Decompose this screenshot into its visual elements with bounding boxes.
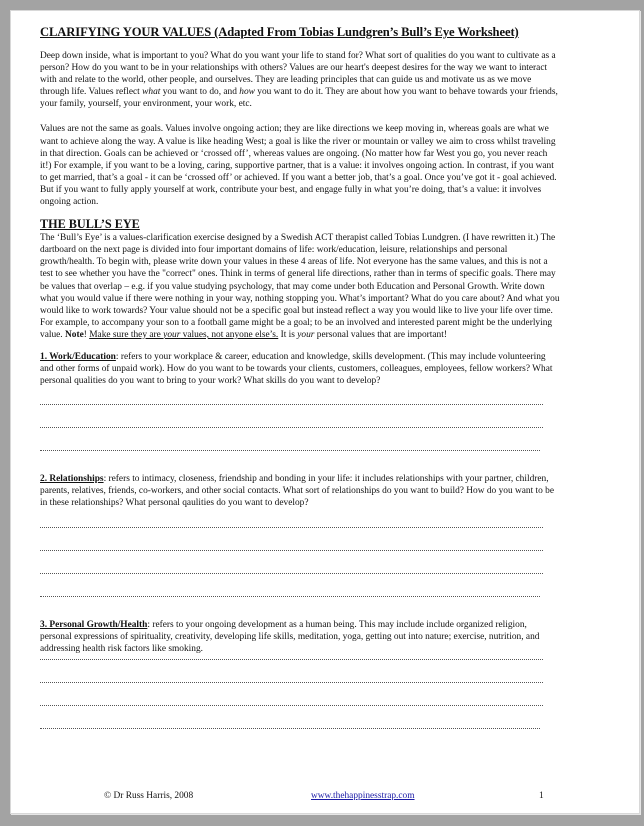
text-run: you want to do it. They are about how you want to behave towards your friends, your family, yourself, your environment, your work, etc. — [40, 87, 558, 110]
text-run: values, not anyone else’s. — [180, 329, 279, 340]
answer-lines — [40, 404, 560, 451]
answer-line[interactable] — [40, 450, 540, 451]
section-description — [40, 351, 560, 387]
section-relationships — [40, 473, 560, 596]
answer-line[interactable] — [40, 527, 543, 528]
text-run: The ‘Bull’s Eye’ is a values-clarification exercise designed by a Swedish ACT therapist called Tobias Lundgren. (I have rewritten it.) The dartboard on the next page is divided into four important domains of life: work/education, leisure, relationships and personal growth/health. To begin with, please write down your values in these 4 areas of life. Not everyone has the same values, and this is not a test to see whether you have the "correct" ones. Think in terms of general life directions, rather than in terms of specific goals. There may be values that overlap – e.g. if you value studying psychology, that may come under both Education and Personal Growth. Write down what you would value if there were nothing in your way, nothing stopping you. What’s important? What do you care about? And what you would like to work towards? Your value should not be a specific goal but instead reflect a way you would like to live your life over time. For example, to accompany your son to a football game might be a goal; to be an involved and interested parent might be the underlying value. — [40, 233, 560, 340]
section-description — [40, 619, 560, 655]
note-label: Note — [65, 329, 84, 340]
bullseye-heading: THE BULL’S EYE — [40, 217, 140, 232]
emphasis-how: how — [239, 87, 255, 98]
answer-line[interactable] — [40, 682, 543, 683]
section-label: 1. Work/Education — [40, 351, 116, 362]
answer-line[interactable] — [40, 573, 543, 574]
section-text: : refers to your workplace & career, education and knowledge, skills development. (This may include volunteering and other forms of unpaid work). How do you want to be towards your clients, customers, colleagues, employees, fellow workers? What personal qualities do you want to bring to your work? What skills do you want to develop? — [40, 351, 553, 387]
intro-paragraph-1 — [40, 50, 560, 110]
section-personal-growth-health — [40, 619, 560, 729]
emphasis-your: your — [297, 329, 315, 340]
answer-line[interactable] — [40, 728, 540, 729]
text-run: ! — [83, 329, 90, 340]
text-run: Make sure they are — [89, 329, 164, 340]
page-content — [40, 25, 560, 751]
text-run: you want to do, and — [160, 87, 240, 98]
answer-line[interactable] — [40, 427, 543, 428]
section-text: : refers to intimacy, closeness, friendship and bonding in your life: it includes relationships with your partner, children, parents, relatives, friends, co-workers, and other social contacts. What sort of relationships do you want to build? How do you want to be in these relationships? What personal qaulities do you want to develop? — [40, 474, 555, 509]
text-run: It is — [278, 329, 298, 340]
answer-line[interactable] — [40, 596, 540, 597]
answer-line[interactable] — [40, 404, 543, 405]
section-label: 2. Relationships — [40, 474, 104, 485]
footer-website-link[interactable]: www.thehappinesstrap.com — [311, 791, 415, 801]
underlined-note — [89, 330, 278, 340]
answer-lines — [40, 659, 560, 729]
emphasis-your: your — [163, 329, 181, 340]
section-text: : refers to your ongoing development as a human being. This may include include organized religion, personal expressions of spirituality, creativity, developing life skills, meditation, yoga, getting out into nature; exercise, nutrition, and addressing health risk factors like smoking. — [40, 619, 540, 654]
page-number: 1 — [539, 791, 544, 801]
answer-line[interactable] — [40, 705, 543, 706]
answer-lines — [40, 527, 560, 597]
section-description — [40, 473, 560, 509]
document-page — [10, 10, 640, 814]
document-title: CLARIFYING YOUR VALUES (Adapted From Tobias Lundgren’s Bull’s Eye Worksheet) — [40, 25, 519, 39]
section-work-education — [40, 351, 560, 451]
text-run: Deep down inside, what is important to you? What do you want your life to stand for? What sort of qualities do you want to cultivate as a person? How do you want to be in your relationships with others? Values are our heart's deepest desires for the way we want to interact with and relate to the world, other people, and ourselves. They are leading principles that can guide us and motivate us as we move through life. Values reflect — [40, 51, 556, 98]
answer-line[interactable] — [40, 659, 543, 660]
text-run: personal values that are important! — [314, 329, 447, 340]
bullseye-paragraph — [40, 232, 560, 341]
answer-line[interactable] — [40, 550, 543, 551]
emphasis-what: what — [142, 87, 161, 98]
footer-copyright: © Dr Russ Harris, 2008 — [104, 791, 194, 801]
intro-paragraph-2: Values are not the same as goals. Values involve ongoing action; they are like directions we keep moving in, whereas goals are what we want to achieve along the way. A value is like heading West; a goal is like the river or mountain or valley we aim to cross whilst traveling in that direction. Goals can be achieved or ‘crossed off’, whereas values are ongoing. (No matter how far West you go, you never reach it!) For example, if you want to be a loving, caring, supportive partner, that is a value: it involves ongoing action. In contrast, if you want to get married, that’s a goal - it can be ‘crossed off’ or achieved. If you want a better job, that’s a goal. Once you’ve got it - goal achieved. But if you want to fully apply yourself at work, contribute your best, and engage fully in what you’re doing, that’s a value: it involves ongoing action. — [40, 124, 557, 208]
section-label: 3. Personal Growth/Health — [40, 619, 148, 630]
